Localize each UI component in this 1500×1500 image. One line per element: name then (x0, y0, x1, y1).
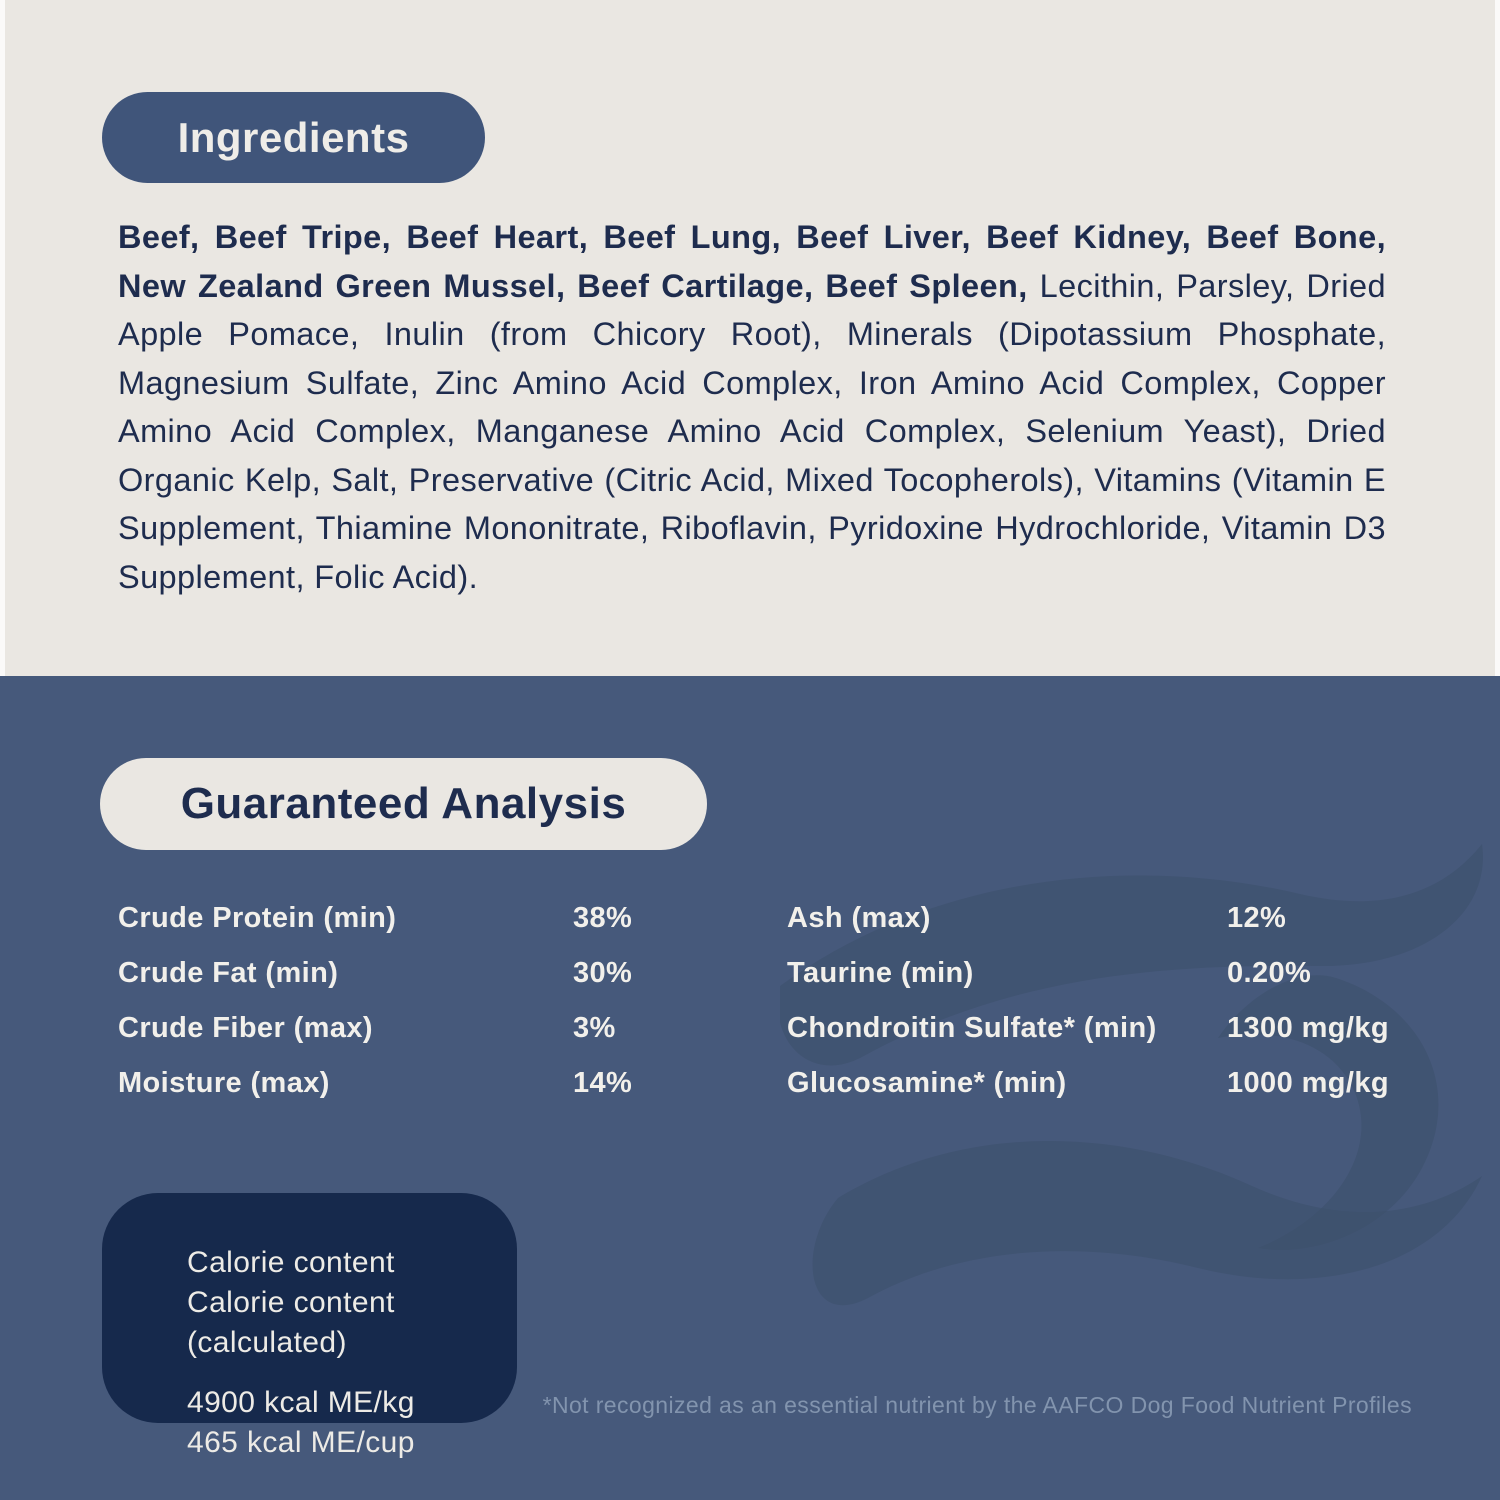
analysis-value: 1000 mg/kg (1227, 1067, 1389, 1099)
analysis-label: Taurine (min) (787, 957, 974, 989)
analysis-value: 14% (573, 1067, 633, 1099)
calorie-content-card (102, 1193, 517, 1459)
calorie-line: 465 kcal ME/cup (187, 1426, 415, 1459)
ingredients-title: Ingredients (177, 113, 410, 161)
calorie-line: 4900 kcal ME/kg (187, 1386, 415, 1419)
ingredients-primary: Beef, Beef Tripe, Beef Heart, Beef Lung, Beef Liver, Beef Kidney, Beef Bone, New Zealand Green Mussel, Beef Cartilage, Beef Spleen, (118, 219, 1386, 304)
calorie-line: Calorie content (187, 1246, 395, 1279)
ingredients-list (118, 213, 1386, 601)
guaranteed-analysis-table (118, 902, 1400, 1122)
analysis-value: 3% (573, 1012, 616, 1044)
ingredients-secondary: Lecithin, Parsley, Dried Apple Pomace, Inulin (from Chicory Root), Minerals (Dipotassium Phosphate, Magnesium Sulfate, Zinc Amino Acid Complex, Iron Amino Acid Complex, Copper Amino Acid Complex, Manganese Amino Acid Complex, Selenium Yeast), Dried Organic Kelp, Salt, Preservative (Citric Acid, Mixed Tocopherols), Vitamins (Vitamin E Supplement, Thiamine Mononitrate, Riboflavin, Pyridoxine Hydrochloride, Vitamin D3 Supplement, Folic Acid). (118, 267, 1386, 595)
analysis-label: Glucosamine* (min) (787, 1067, 1067, 1099)
analysis-label: Crude Fat (min) (118, 957, 339, 989)
analysis-label: Ash (max) (787, 902, 931, 934)
analysis-label: Crude Protein (min) (118, 902, 397, 934)
ingredients-section (0, 0, 1500, 676)
guaranteed-analysis-section (0, 676, 1500, 1500)
guaranteed-analysis-title-pill (100, 758, 707, 850)
analysis-value: 1300 mg/kg (1227, 1012, 1389, 1044)
ingredients-title-pill (102, 92, 485, 183)
analysis-label: Crude Fiber (max) (118, 1012, 373, 1044)
spacer (187, 1363, 517, 1383)
analysis-value: 30% (573, 957, 633, 989)
analysis-label: Chondroitin Sulfate* (min) (787, 1012, 1157, 1044)
analysis-value: 38% (573, 902, 633, 934)
analysis-value: 12% (1227, 902, 1287, 934)
analysis-value: 0.20% (1227, 957, 1312, 989)
aafco-footnote: *Not recognized as an essential nutrient by the AAFCO Dog Food Nutrient Profiles (542, 1392, 1412, 1418)
guaranteed-analysis-title: Guaranteed Analysis (180, 779, 627, 828)
analysis-label: Moisture (max) (118, 1067, 330, 1099)
calorie-line: Calorie content (calculated) (187, 1286, 395, 1359)
calorie-content-text (187, 1243, 517, 1463)
